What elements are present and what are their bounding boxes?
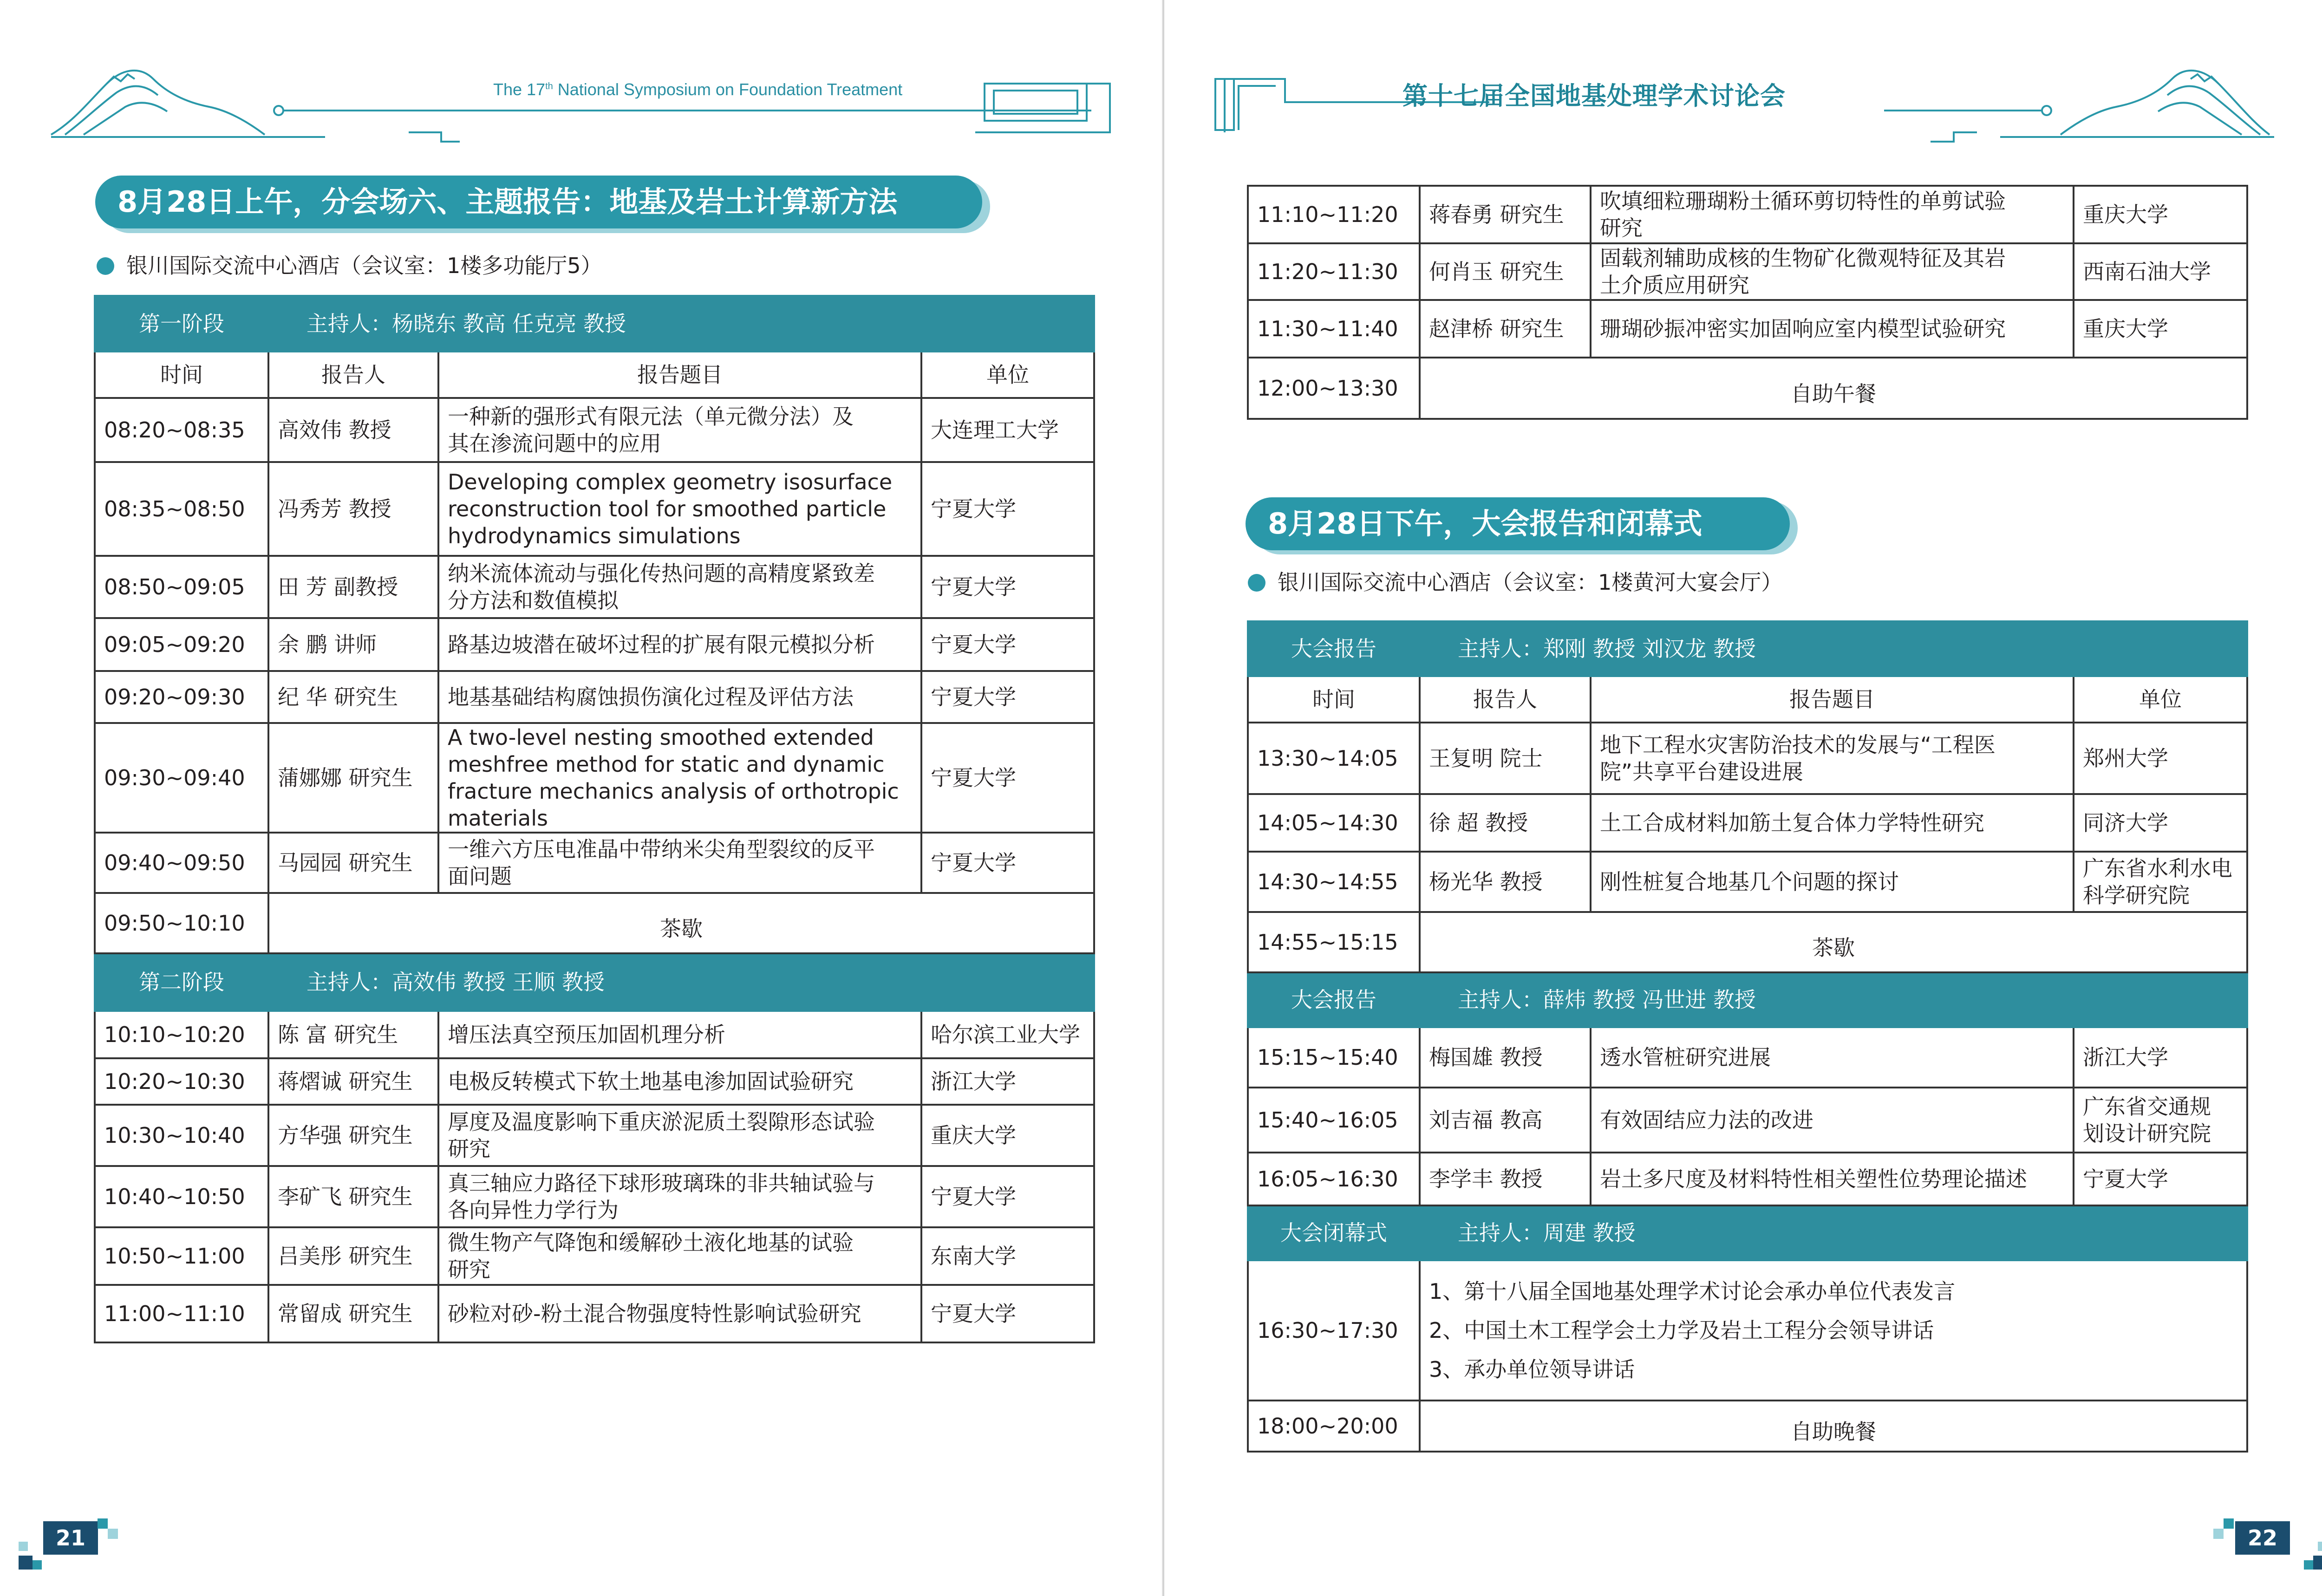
speaker-cell: 李矿飞 研究生 [268,1166,438,1227]
unit-cell: 宁夏大学 [921,1285,1094,1342]
title-cell [1591,723,2074,794]
speaker-cell: 陈 富 研究生 [268,1011,438,1058]
time-cell: 14:05~14:30 [1248,794,1420,852]
unit-cell [2074,794,2247,852]
table-row [1248,1027,2247,1088]
session-banner: 8月28日下午，大会报告和闭幕式 [1246,497,1790,550]
unit-cell: 浙江大学 [921,1058,1094,1105]
time-cell: 08:20~08:35 [95,398,268,462]
section-header-row [95,953,1094,1011]
title-cell-line: 路基边坡潜在破坏过程的扩展有限元模拟分析 [448,632,875,657]
time-cell: 11:20~11:30 [1248,243,1420,300]
venue: 银川国际交流中心酒店（会议室：1楼黄河大宴会厅） [1248,566,1782,596]
title-cell-line: meshfree method for static and dynamic [448,752,885,777]
unit-cell-line: 同济大学 [2083,810,2168,835]
time-cell: 16:05~16:30 [1248,1153,1420,1205]
title-cell [1591,1153,2074,1205]
speaker-cell: 何肖玉 研究生 [1420,243,1591,300]
unit-cell: 宁夏大学 [921,462,1094,556]
schedule-table [1247,620,2248,1453]
title-cell [438,462,921,556]
closing-item: 2、中国土木工程学会土力学及岩土工程分会领导讲话 [1429,1318,1934,1343]
table-row [95,618,1094,671]
title-cell-line: 刚性桩复合地基几个问题的探讨 [1600,869,1899,894]
unit-cell-line: 划设计研究院 [2083,1121,2211,1146]
section-header-row [95,296,1094,352]
title-cell-line: 面问题 [448,864,512,889]
table-row [95,671,1094,723]
speaker-cell: 马园园 研究生 [268,833,438,893]
time-cell: 09:05~09:20 [95,618,268,671]
unit-cell: 宁夏大学 [921,1166,1094,1227]
table-row [1248,300,2247,358]
title-cell-line: 电极反转模式下软土地基电渗加固试验研究 [448,1069,854,1094]
break-row [1248,1401,2247,1452]
unit-cell: 哈尔滨工业大学 [921,1011,1094,1058]
right-page [1164,0,2322,1596]
title-cell-line: fracture mechanics analysis of orthotropic [448,779,899,804]
title-cell [1591,243,2074,300]
unit-cell: 宁夏大学 [921,833,1094,893]
speaker-cell: 刘吉福 教高 [1420,1088,1591,1153]
title-header: 报告题目 [438,352,921,398]
title-cell [438,1058,921,1105]
title-cell [438,1011,921,1058]
time-cell: 09:30~09:40 [95,723,268,833]
unit-cell-line: 广东省交通规 [2083,1094,2211,1119]
table-row [95,1011,1094,1058]
break-label: 茶歇 [1420,912,2247,972]
time-cell: 15:40~16:05 [1248,1088,1420,1153]
table-row [95,723,1094,833]
section-header-row [1248,1205,2247,1260]
title-cell-line: hydrodynamics simulations [448,523,741,548]
speaker-cell: 赵津桥 研究生 [1420,300,1591,358]
title-cell-line: 厚度及温度影响下重庆淤泥质土裂隙形态试验 [448,1109,875,1134]
closing-item: 3、承办单位领导讲话 [1429,1357,1635,1382]
column-header-row [95,352,1094,398]
unit-cell: 东南大学 [921,1227,1094,1285]
time-cell: 10:30~10:40 [95,1105,268,1166]
title-cell-line: 各向异性力学行为 [448,1198,619,1223]
speaker-cell: 李学丰 教授 [1420,1153,1591,1205]
time-cell: 08:35~08:50 [95,462,268,556]
unit-cell: 西南石油大学 [2074,243,2247,300]
title-cell [438,398,921,462]
time-cell: 14:55~15:15 [1248,912,1420,972]
closing-row [1248,1260,2247,1401]
title-cell [438,556,921,618]
time-cell: 09:50~10:10 [95,893,268,953]
title-cell [438,833,921,893]
time-cell: 10:50~11:00 [95,1227,268,1285]
speaker-cell: 高效伟 教授 [268,398,438,462]
unit-header: 单位 [2074,676,2247,723]
title-cell [1591,300,2074,358]
unit-cell [2074,1153,2247,1205]
title-cell-line: 纳米流体流动与强化传热问题的高精度紧致差 [448,561,875,586]
table-row [95,1058,1094,1105]
section-header-row [1248,621,2247,676]
table-row [95,1105,1094,1166]
table-row [95,1227,1094,1285]
time-cell: 12:00~13:30 [1248,358,1420,419]
title-cell [1591,186,2074,243]
venue: 银川国际交流中心酒店（会议室：1楼多功能厅5） [97,249,602,280]
title-cell-line: 土介质应用研究 [1600,273,1749,298]
table-row [1248,243,2247,300]
time-cell: 16:30~17:30 [1248,1260,1420,1401]
time-cell: 11:00~11:10 [95,1285,268,1342]
speaker-cell: 蒋熠诚 研究生 [268,1058,438,1105]
header-title: 第十七届全国地基处理学术讨论会 [1402,81,1786,111]
time-header: 时间 [95,352,268,398]
title-cell-line: Developing complex geometry isosurface [448,469,893,495]
title-cell-line: 真三轴应力路径下球形玻璃珠的非共轴试验与 [448,1171,875,1196]
time-cell: 08:50~09:05 [95,556,268,618]
break-label: 茶歇 [268,893,1094,953]
title-cell [438,1285,921,1342]
venue-dot-icon [1248,574,1265,592]
table-row [95,833,1094,893]
unit-cell: 大连理工大学 [921,398,1094,462]
speaker-cell: 吕美彤 研究生 [268,1227,438,1285]
speaker-cell: 冯秀芳 教授 [268,462,438,556]
unit-cell: 宁夏大学 [921,671,1094,723]
section-label: 大会闭幕式 [1248,1205,1420,1260]
closing-item: 1、第十八届全国地基处理学术讨论会承办单位代表发言 [1429,1279,1956,1304]
time-cell: 14:30~14:55 [1248,852,1420,912]
speaker-cell: 余 鹏 讲师 [268,618,438,671]
table-row [95,556,1094,618]
closing-items [1420,1260,2247,1401]
break-label: 自助晚餐 [1420,1401,2247,1452]
time-header: 时间 [1248,676,1420,723]
speaker-cell: 蒋春勇 研究生 [1420,186,1591,243]
unit-cell: 重庆大学 [2074,300,2247,358]
table-row [95,1166,1094,1227]
corner-pixel-decoration [2206,1518,2234,1546]
page-number: 21 [43,1521,98,1555]
title-cell [438,723,921,833]
unit-cell-line: 郑州大学 [2083,746,2168,771]
break-row [1248,912,2247,972]
speaker-cell: 田 芳 副教授 [268,556,438,618]
schedule-table [94,295,1095,1343]
corner-pixel-decoration [2290,1514,2322,1574]
page-number: 22 [2235,1521,2290,1555]
title-cell [438,1227,921,1285]
title-cell-line: 透水管桩研究进展 [1600,1045,1771,1070]
unit-cell: 重庆大学 [921,1105,1094,1166]
speaker-cell: 蒲娜娜 研究生 [268,723,438,833]
speaker-header: 报告人 [1420,676,1591,723]
table-row [1248,723,2247,794]
title-cell [1591,1027,2074,1088]
corner-pixel-decoration [98,1518,125,1546]
speaker-header: 报告人 [268,352,438,398]
title-cell-line: 一种新的强形式有限元法（单元微分法）及 [448,404,854,429]
schedule-table-continued [1247,185,2248,420]
title-cell-line: 一维六方压电准晶中带纳米尖角型裂纹的反平 [448,837,875,862]
title-cell-line: 珊瑚砂振冲密实加固响应室内模型试验研究 [1600,316,2006,341]
title-cell-line: 有效固结应力法的改进 [1600,1107,1813,1133]
section-host: 主持人：周建 教授 [1420,1205,2247,1260]
title-cell-line: 地下工程水灾害防治技术的发展与“工程医 [1600,732,1996,757]
speaker-cell: 常留成 研究生 [268,1285,438,1342]
title-cell-line: 地基基础结构腐蚀损伤演化过程及评估方法 [448,684,854,710]
unit-cell-line: 宁夏大学 [2083,1166,2168,1192]
title-cell-line: 吹填细粒珊瑚粉土循环剪切特性的单剪试验 [1600,189,2006,214]
table-row [1248,852,2247,912]
title-cell-line: 砂粒对砂-粉土混合物强度特性影响试验研究 [448,1301,861,1326]
title-cell-line: 岩土多尺度及材料特性相关塑性位势理论描述 [1600,1166,2027,1192]
section-host: 主持人：薛炜 教授 冯世进 教授 [1420,972,2247,1027]
unit-cell-line: 浙江大学 [2083,1045,2168,1070]
venue-dot-icon [97,257,114,275]
title-cell-line: A two-level nesting smoothed extended [448,725,874,750]
title-cell-line: 研究 [448,1136,490,1161]
time-cell: 10:40~10:50 [95,1166,268,1227]
speaker-cell: 杨光华 教授 [1420,852,1591,912]
title-header: 报告题目 [1591,676,2074,723]
table-row [95,1285,1094,1342]
time-cell: 11:10~11:20 [1248,186,1420,243]
unit-cell: 宁夏大学 [921,618,1094,671]
title-cell-line: 研究 [1600,215,1643,241]
unit-cell: 宁夏大学 [921,556,1094,618]
unit-cell: 重庆大学 [2074,186,2247,243]
unit-cell: 宁夏大学 [921,723,1094,833]
break-row [95,893,1094,953]
title-cell [438,1105,921,1166]
unit-header: 单位 [921,352,1094,398]
time-cell: 11:30~11:40 [1248,300,1420,358]
unit-cell-line: 科学研究院 [2083,883,2190,908]
unit-cell-line: 广东省水利水电 [2083,856,2232,881]
section-label: 第二阶段 [95,953,268,1011]
title-cell-line: 研究 [448,1257,490,1282]
title-cell-line: 增压法真空预压加固机理分析 [448,1022,725,1047]
table-row [1248,186,2247,243]
speaker-cell: 纪 华 研究生 [268,671,438,723]
title-cell-line: 微生物产气降饱和缓解砂土液化地基的试验 [448,1230,854,1255]
header-title: The 17th National Symposium on Foundation Treatment [493,80,903,99]
section-host: 主持人：郑刚 教授 刘汉龙 教授 [1420,621,2247,676]
break-row [1248,358,2247,419]
time-cell: 09:20~09:30 [95,671,268,723]
table-row [1248,1153,2247,1205]
title-cell-line: 院”共享平台建设进展 [1600,759,1803,784]
section-host: 主持人：高效伟 教授 王顺 教授 [268,953,1094,1011]
table-row [1248,1088,2247,1153]
title-cell-line: materials [448,806,548,831]
title-cell-line: 土工合成材料加筋土复合体力学特性研究 [1600,810,1984,835]
time-cell: 10:10~10:20 [95,1011,268,1058]
session-banner: 8月28日上午，分会场六、主题报告：地基及岩土计算新方法 [95,176,982,228]
title-cell-line: 固载剂辅助成核的生物矿化微观特征及其岩 [1600,246,2006,271]
column-header-row [1248,676,2247,723]
time-cell: 09:40~09:50 [95,833,268,893]
unit-cell [2074,1088,2247,1153]
title-cell [438,671,921,723]
title-cell [438,618,921,671]
speaker-cell: 梅国雄 教授 [1420,1027,1591,1088]
unit-cell [2074,723,2247,794]
table-row [1248,794,2247,852]
section-host: 主持人：杨晓东 教高 任克亮 教授 [268,296,1094,352]
time-cell: 13:30~14:05 [1248,723,1420,794]
section-label: 第一阶段 [95,296,268,352]
title-cell [1591,1088,2074,1153]
time-cell: 15:15~15:40 [1248,1027,1420,1088]
unit-cell [2074,1027,2247,1088]
section-label: 大会报告 [1248,621,1420,676]
unit-cell [2074,852,2247,912]
table-row [95,462,1094,556]
speaker-cell: 方华强 研究生 [268,1105,438,1166]
section-header-row [1248,972,2247,1027]
title-cell-line: 其在渗流问题中的应用 [448,431,661,456]
title-cell [1591,794,2074,852]
speaker-cell: 王复明 院士 [1420,723,1591,794]
title-cell-line: 分方法和数值模拟 [448,588,619,613]
title-cell [1591,852,2074,912]
speaker-cell: 徐 超 教授 [1420,794,1591,852]
time-cell: 18:00~20:00 [1248,1401,1420,1452]
time-cell: 10:20~10:30 [95,1058,268,1105]
break-label: 自助午餐 [1420,358,2247,419]
title-cell [438,1166,921,1227]
title-cell-line: reconstruction tool for smoothed particle [448,496,887,521]
table-row [95,398,1094,462]
section-label: 大会报告 [1248,972,1420,1027]
